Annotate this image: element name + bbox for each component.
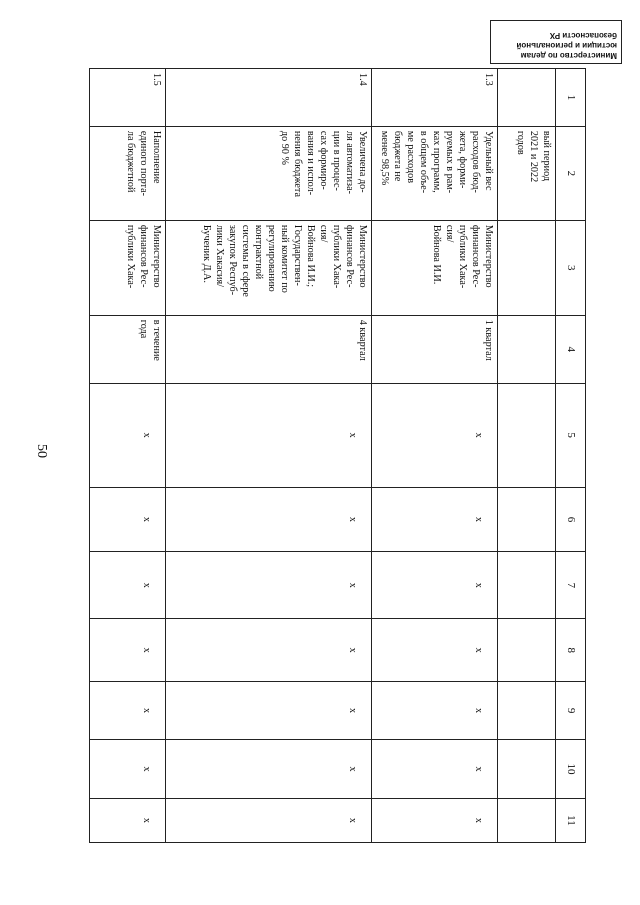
row-value: x <box>90 740 166 799</box>
row-responsible: Министерство финансов Рес- публики Хака- <box>90 220 166 315</box>
table-row <box>166 69 372 843</box>
row-value: x <box>372 619 498 682</box>
header-cell: 8 <box>556 619 586 682</box>
row-description: Наполнение единого порта- ла бюджетной <box>90 126 166 220</box>
header-cell: 10 <box>556 740 586 799</box>
row-value: x <box>166 383 372 487</box>
row-value <box>498 383 556 487</box>
row-value: x <box>166 682 372 740</box>
header-cell: 9 <box>556 682 586 740</box>
row-value: x <box>372 740 498 799</box>
plan-table <box>89 68 586 843</box>
header-cell: 7 <box>556 552 586 619</box>
row-value: x <box>372 383 498 487</box>
row-value: x <box>166 619 372 682</box>
row-value: x <box>372 798 498 842</box>
table-row <box>372 69 498 843</box>
row-value: x <box>90 552 166 619</box>
row-value <box>498 682 556 740</box>
row-term: 1 квартал <box>372 315 498 383</box>
row-responsible: Министерство финансов Рес- публики Хака- сия/ Войнова И.И.; Государствен- ный комитет по регулированию контрактной системы в сфере закупок Респуб- лики Хакасия/ Бученик Д.А. <box>166 220 372 315</box>
row-description: Увеличена до- ля автоматиза- ции в процес- сах формиро- вания и испол- нения бюджета до 90 % <box>166 126 372 220</box>
row-value: x <box>166 740 372 799</box>
row-value: x <box>372 552 498 619</box>
row-term: 4 квартал <box>166 315 372 383</box>
row-value <box>498 798 556 842</box>
row-value: x <box>372 682 498 740</box>
page-number: 50 <box>34 444 49 458</box>
header-cell: 2 <box>556 126 586 220</box>
row-value <box>498 552 556 619</box>
stamp-line: Министерство по делам <box>520 51 617 60</box>
stamp-line: безопасности РХ <box>549 31 617 40</box>
row-value: x <box>90 487 166 552</box>
row-number <box>498 69 556 127</box>
row-value: x <box>166 487 372 552</box>
table-row <box>498 69 556 843</box>
row-responsible: Министерство финансов Рес- публики Хака- сия/ Войнова И.И. <box>372 220 498 315</box>
stamp-line: юстиции и региональной <box>516 41 617 50</box>
header-cell: 4 <box>556 315 586 383</box>
row-number: 1.5 <box>90 69 166 127</box>
row-value: x <box>372 487 498 552</box>
header-cell: 6 <box>556 487 586 552</box>
row-responsible <box>498 220 556 315</box>
header-cell: 11 <box>556 798 586 842</box>
row-value: x <box>166 552 372 619</box>
document-table-area <box>89 68 586 843</box>
row-value: x <box>90 798 166 842</box>
header-cell: 1 <box>556 69 586 127</box>
header-cell: 5 <box>556 383 586 487</box>
row-number: 1.4 <box>166 69 372 127</box>
row-value <box>498 740 556 799</box>
row-value: x <box>90 383 166 487</box>
approval-stamp <box>490 20 622 64</box>
row-value: x <box>166 798 372 842</box>
row-value: x <box>90 619 166 682</box>
row-number: 1.3 <box>372 69 498 127</box>
row-value <box>498 487 556 552</box>
header-row <box>556 69 586 843</box>
row-term: в течение года <box>90 315 166 383</box>
row-value: x <box>90 682 166 740</box>
row-term <box>498 315 556 383</box>
row-description: Удельный вес расходов бюд- жета, форми- руемых в рам- ках программ, в общем объе- ме расходов бюджета не менее 98,5% <box>372 126 498 220</box>
header-cell: 3 <box>556 220 586 315</box>
row-description: вый период 2021 и 2022 годов <box>498 126 556 220</box>
rotated-table <box>89 68 586 843</box>
table-row <box>90 69 166 843</box>
row-value <box>498 619 556 682</box>
